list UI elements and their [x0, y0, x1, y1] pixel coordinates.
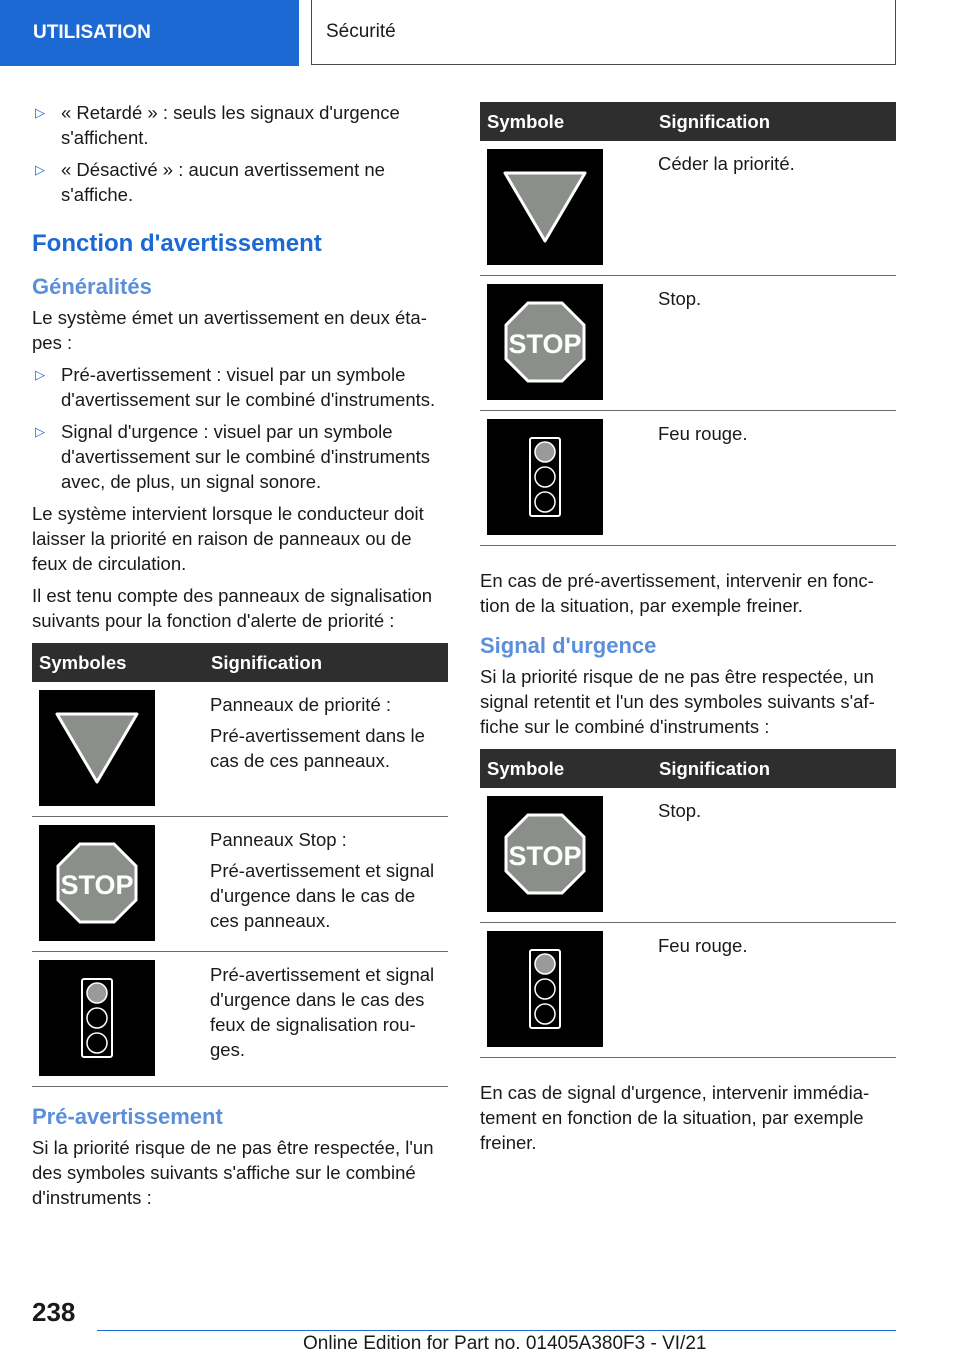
paragraph: Le système intervient lorsque le conducteur doit laisser la priorité en raison de panneaux ou de feux de circulation. [32, 503, 424, 574]
column-header: Signification [203, 643, 448, 682]
column-header: Symbole [480, 102, 651, 141]
paragraph: Il est tenu compte des panneaux de signalisation suivants pour la fonction d'alerte de priorité : [32, 585, 433, 631]
table-row: STOP Stop. [480, 788, 896, 923]
paragraph: En cas de signal d'urgence, intervenir immédiatement en fonction de la situation, par exemple freiner. [480, 1082, 870, 1153]
traffic-light-icon [487, 931, 603, 1047]
yield-sign-icon [39, 690, 155, 806]
stop-sign-label: STOP [60, 870, 134, 900]
section-title: UTILISATION [33, 22, 151, 43]
column-header: Signification [651, 102, 896, 141]
traffic-light-icon [39, 960, 155, 1076]
table-header-row [480, 749, 896, 788]
table-row: Feu rouge. [480, 411, 896, 546]
warning-stages-list [32, 362, 448, 494]
column-header: Symbole [480, 749, 651, 788]
section-tab [0, 0, 299, 66]
stop-sign-icon [39, 825, 155, 941]
table-row: Pré-avertissement et signal d'urgence dans le cas des feux de signalisation rouges. [32, 952, 448, 1087]
triangle-bullet-icon: ▷ [35, 424, 45, 439]
paragraph: Si la priorité risque de ne pas être respectée, un signal retentit et l'un des symboles suivants s'affiche sur le combiné d'instruments : [480, 666, 875, 737]
chapter-title: Sécurité [326, 21, 396, 42]
table-row: STOP Panneaux Stop : Pré-avertissement et signal d'urgence dans le cas de ces panneaux. [32, 817, 448, 952]
edition-note: Online Edition for Part no. 01405A380F3 - VI/21 [303, 1333, 707, 1354]
table-row: Panneaux de priorité : Pré-avertissement dans le cas de ces panneaux. [32, 682, 448, 817]
left-column [32, 100, 448, 1217]
traffic-light-icon [487, 419, 603, 535]
subheading-pre-warning: Pré-avertissement [32, 1104, 223, 1129]
triangle-bullet-icon: ▷ [35, 162, 45, 177]
triangle-bullet-icon: ▷ [35, 105, 45, 120]
list-item: ▷ « Désactivé » : aucun avertissement ne s'affiche. [35, 159, 385, 205]
setting-options-list [32, 100, 448, 207]
subheading-urgent-signal: Signal d'urgence [480, 633, 657, 658]
yield-sign-icon [487, 149, 603, 265]
table-row: STOP Stop. [480, 276, 896, 411]
paragraph: Si la priorité risque de ne pas être respectée, l'un des symboles suivants s'affiche sur le combiné d'instruments : [32, 1137, 434, 1208]
section-heading: Fonction d'avertissement [32, 230, 322, 257]
signs-table [32, 643, 448, 1087]
list-item: ▷ Signal d'urgence : visuel par un symbole d'avertissement sur le combiné d'instruments avec, de plus, un signal sonore. [35, 421, 430, 492]
page-number: 238 [32, 1297, 76, 1327]
stop-sign-label: STOP [508, 329, 582, 359]
triangle-bullet-icon: ▷ [35, 367, 45, 382]
stop-sign-icon [487, 796, 603, 912]
paragraph: Le système émet un avertissement en deux étapes : [32, 307, 427, 353]
pre-warning-symbols-table [480, 102, 896, 546]
list-item: ▷ Pré-avertissement : visuel par un symbole d'avertissement sur le combiné d'instruments. [35, 364, 436, 410]
table-row: Feu rouge. [480, 923, 896, 1058]
stop-sign-label: STOP [508, 841, 582, 871]
column-header: Signification [651, 749, 896, 788]
urgent-symbols-table [480, 749, 896, 1058]
paragraph: En cas de pré-avertissement, intervenir en fonction de la situation, par exemple freiner. [480, 570, 874, 616]
column-header: Symboles [32, 643, 203, 682]
chapter-tab [311, 0, 896, 65]
table-row: Céder la priorité. [480, 141, 896, 276]
right-column [480, 102, 896, 1162]
stop-sign-icon [487, 284, 603, 400]
table-header-row [32, 643, 448, 682]
list-item: ▷ « Retardé » : seuls les signaux d'urgence s'affichent. [35, 102, 400, 148]
footer-divider [97, 1330, 896, 1331]
subheading-general: Généralités [32, 274, 152, 299]
table-header-row [480, 102, 896, 141]
